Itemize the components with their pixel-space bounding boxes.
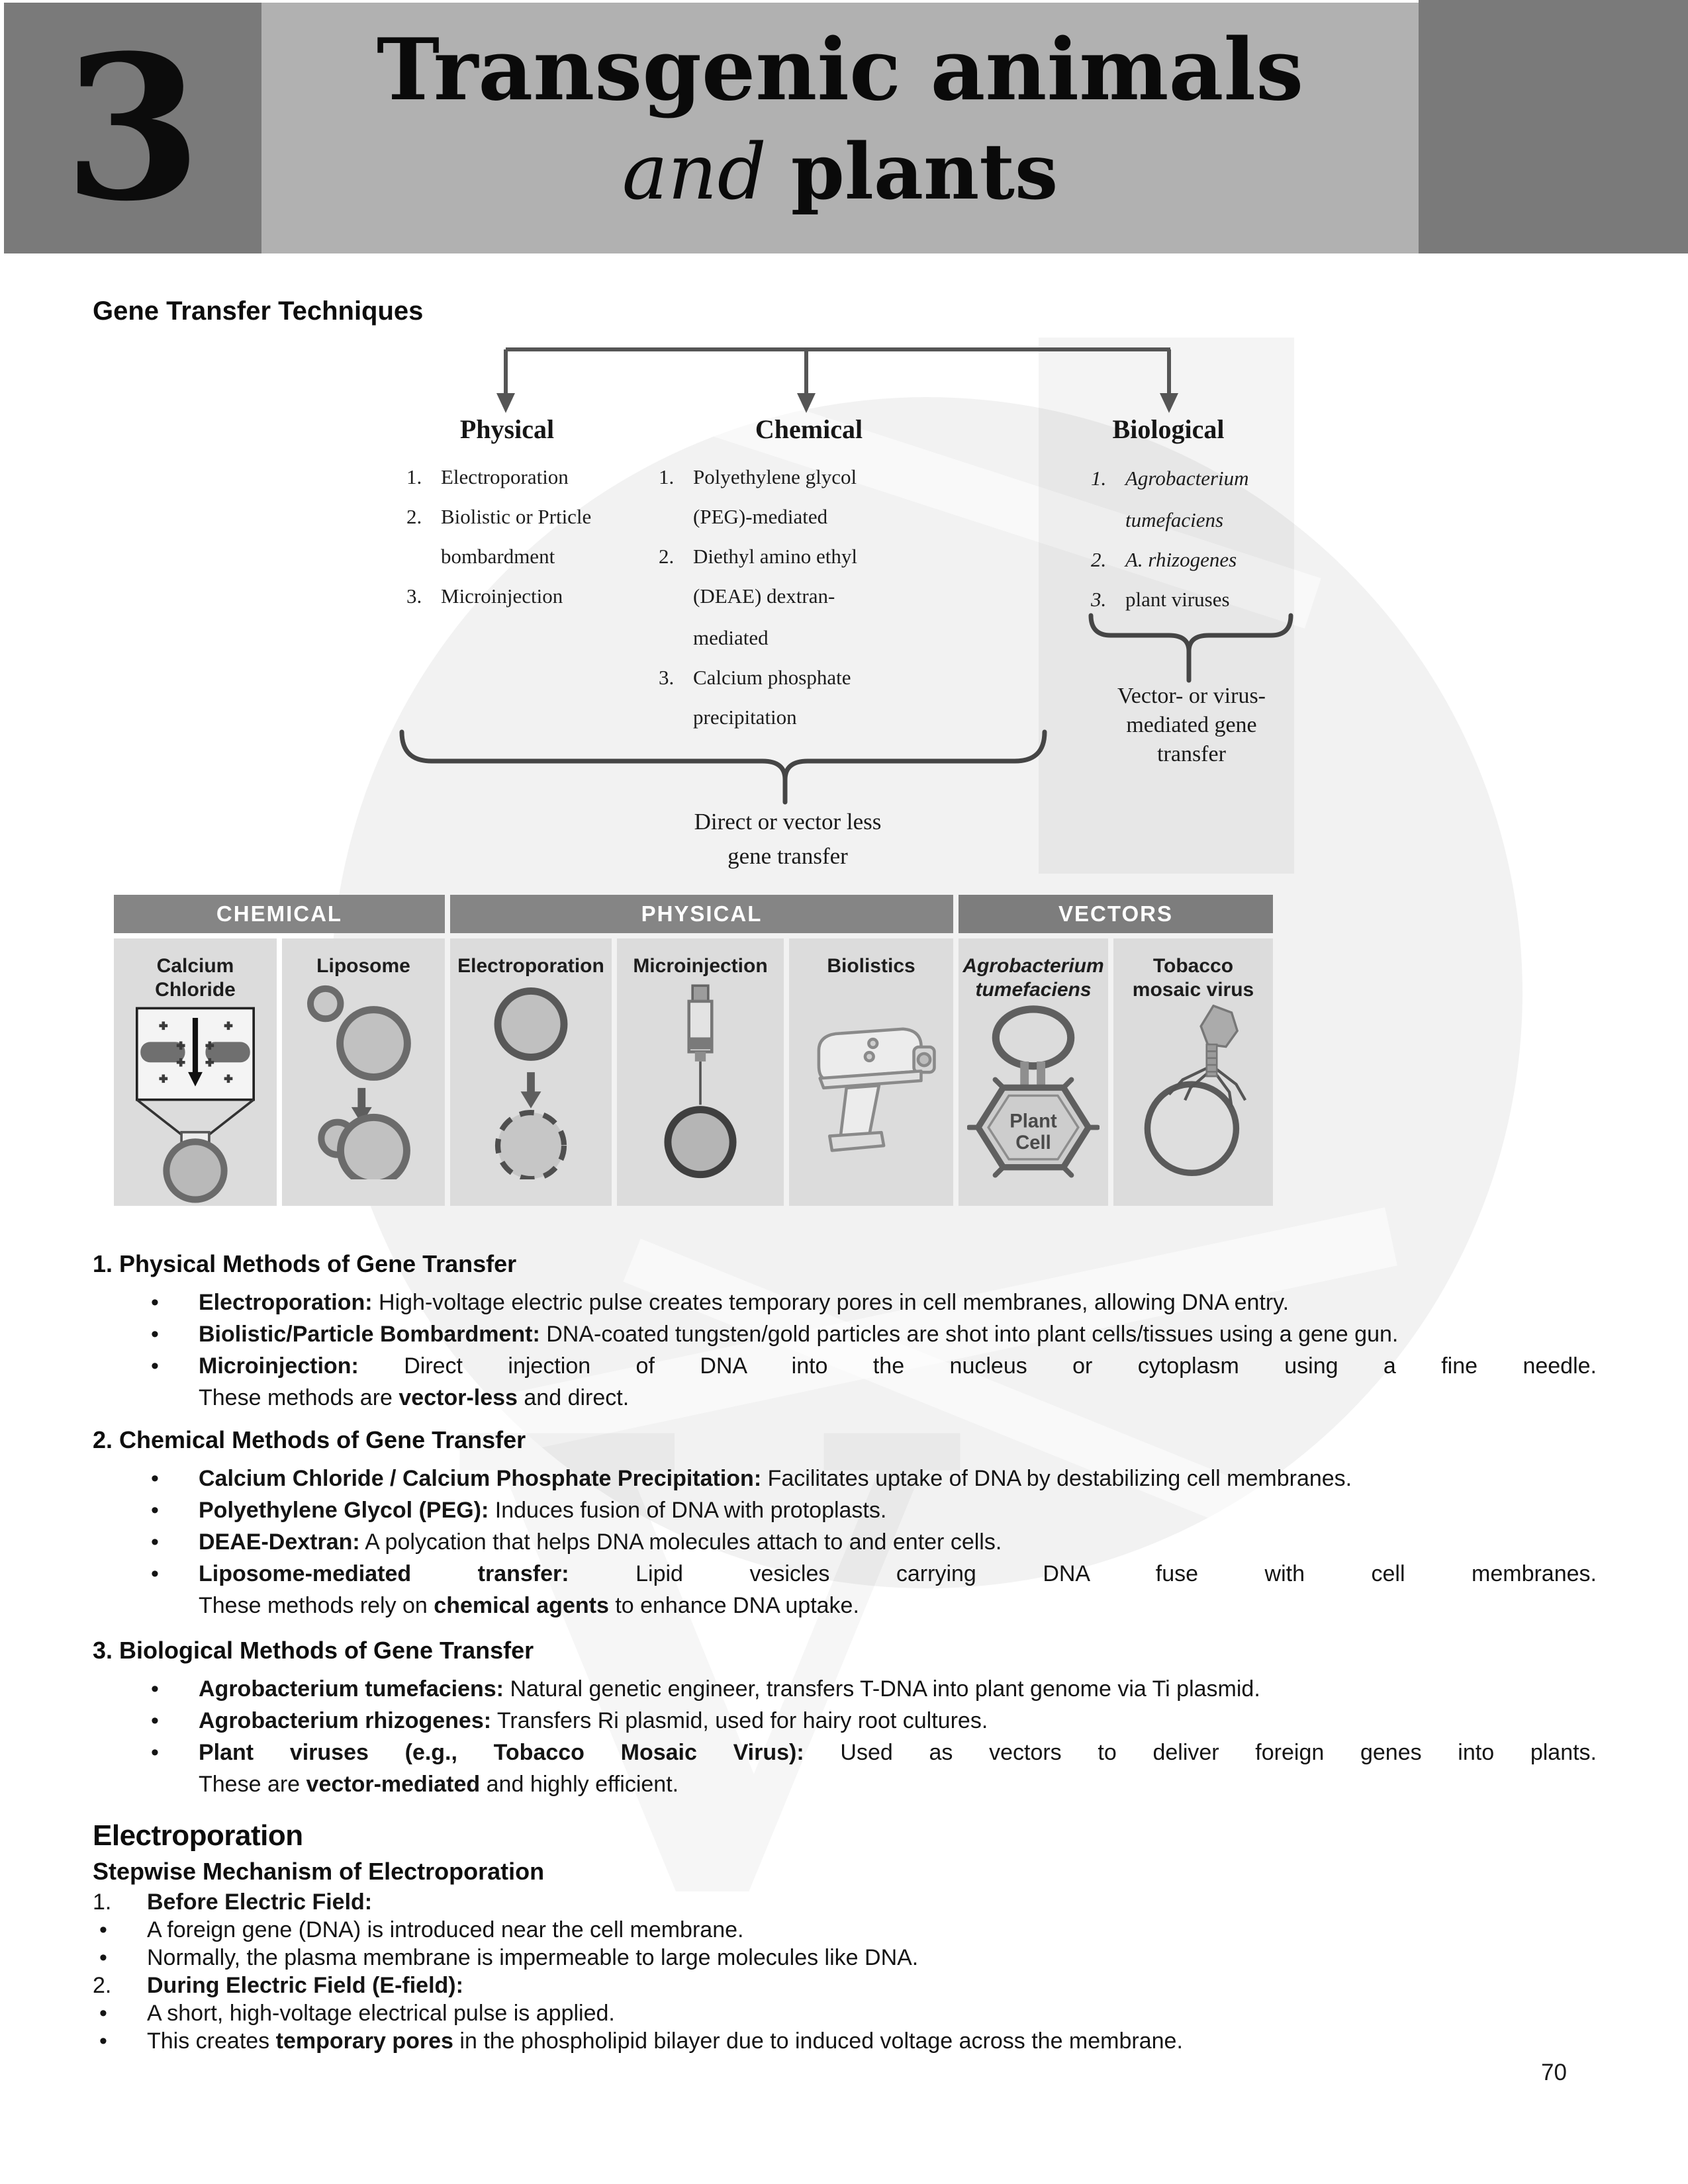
figure-cell-calcium-chloride: Calcium Chloride — [114, 938, 277, 1206]
electroporation-heading: Electroporation — [93, 1819, 303, 1852]
plant-cell-label: Cell — [1015, 1132, 1051, 1154]
figure-cell-agrobacterium: Agrobacterium tumefaciens Plant Cell — [959, 938, 1108, 1206]
bullet-item: • Normally, the plasma membrane is impermeable to large molecules like DNA. — [93, 1944, 1597, 1972]
figure-cell-electroporation: Electroporation — [450, 938, 612, 1206]
list-item: 2. Diethyl amino ethyl — [659, 545, 857, 568]
figure-cell-liposome: Liposome — [282, 938, 445, 1206]
list-item: 2. Biolistic or Prticle — [406, 505, 592, 528]
branch-physical: Physical — [459, 414, 555, 444]
bullet-item: • Biolistic/Particle Bombardment: DNA-coated tungsten/gold particles are shot into plant cells/tissues using a gene gun. — [93, 1318, 1597, 1350]
list-item: 1. Agrobacterium — [1091, 467, 1249, 490]
numbered-item: 2. During Electric Field (E-field): — [93, 1973, 463, 1998]
bullet-item: • Agrobacterium rhizogenes: Transfers Ri plasmid, used for hairy root cultures. — [93, 1705, 1597, 1737]
section-electroporation — [93, 1817, 1597, 2055]
bullet-item: • A short, high-voltage electrical pulse is applied. — [93, 1999, 1597, 2027]
figure-cell-tobacco-mosaic-virus: Tobacco mosaic virus — [1113, 938, 1273, 1206]
group-bar-chemical: CHEMICAL — [114, 895, 445, 933]
list-item: precipitation — [693, 705, 797, 729]
calcium-chloride-icon — [126, 1005, 265, 1203]
bullet-continuation: These methods are vector-less and direct. — [199, 1385, 630, 1410]
list-item: mediated — [693, 626, 769, 649]
tobacco-mosaic-virus-icon — [1127, 1005, 1260, 1182]
figure-cell-microinjection: Microinjection — [617, 938, 784, 1206]
electroporation-icon — [461, 981, 600, 1179]
chapter-title-box — [261, 3, 1419, 253]
bullet-continuation: These methods rely on chemical agents to enhance DNA uptake. — [199, 1593, 859, 1618]
title-and: and — [622, 128, 767, 217]
caption-direct-transfer: Direct or vector less gene transfer — [694, 809, 882, 869]
section-heading: 3. Biological Methods of Gene Transfer — [93, 1637, 534, 1664]
section-physical-methods — [93, 1247, 1597, 1414]
bullet-item: • Electroporation: High-voltage electric pulse creates temporary pores in cell membranes, allowing DNA entry. — [93, 1287, 1597, 1318]
section-chemical-methods — [93, 1423, 1597, 1621]
list-item: 3. plant viruses — [1091, 588, 1230, 611]
chapter-title-line1: Transgenic animals — [376, 21, 1304, 120]
list-item: bombardment — [441, 545, 555, 568]
bullet-item: • Calcium Chloride / Calcium Phosphate Precipitation: Facilitates uptake of DNA by destabilizing cell membranes. — [93, 1463, 1597, 1494]
list-item: 1. Polyethylene glycol — [659, 465, 857, 488]
list-item: tumefaciens — [1125, 508, 1224, 531]
numbered-item: 1. Before Electric Field: — [93, 1889, 373, 1915]
figure-cell-biolistics: Biolistics — [789, 938, 953, 1206]
liposome-icon — [294, 981, 433, 1179]
bullet-item: • Agrobacterium tumefaciens: Natural genetic engineer, transfers T-DNA into plant genome via Ti plasmid. — [93, 1673, 1597, 1705]
list-item: 1. Electroporation — [406, 465, 569, 488]
caption-vector-mediated: Vector- or virus- mediated gene transfer — [1117, 684, 1266, 766]
bullet-item: • Plant viruses (e.g., Tobacco Mosaic Virus): Used as vectors to deliver foreign genes into plants. — [93, 1737, 1597, 1768]
section-heading: 1. Physical Methods of Gene Transfer — [93, 1250, 517, 1277]
branch-biological: Biological — [1112, 414, 1225, 444]
branch-chemical: Chemical — [755, 414, 863, 444]
header-right-block — [1419, 0, 1688, 253]
list-item: 2. A. rhizogenes — [1091, 548, 1237, 571]
group-bar-vectors: VECTORS — [959, 895, 1273, 933]
group-bar-physical: PHYSICAL — [450, 895, 953, 933]
bullet-item: • Microinjection: Direct injection of DNA into the nucleus or cytoplasm using a fine needle. — [93, 1350, 1597, 1382]
title-plants: plants — [790, 127, 1058, 217]
section-biological-methods — [93, 1633, 1597, 1800]
agrobacterium-plant-cell-icon — [967, 1005, 1100, 1182]
bullet-item: • Polyethylene Glycol (PEG): Induces fusion of DNA with protoplasts. — [93, 1494, 1597, 1526]
gene-transfer-heading: Gene Transfer Techniques — [93, 296, 424, 326]
plant-cell-label: Plant — [1009, 1111, 1057, 1132]
bullet-item: • DEAE-Dextran: A polycation that helps DNA molecules attach to and enter cells. — [93, 1526, 1597, 1558]
list-item: (PEG)-mediated — [693, 505, 828, 528]
chapter-number: 3 — [64, 11, 202, 245]
stepwise-subheading: Stepwise Mechanism of Electroporation — [93, 1858, 545, 1885]
list-item: 3. Microinjection — [406, 584, 563, 608]
chapter-title-line2 — [261, 120, 1419, 224]
page-number: 70 — [1541, 2060, 1567, 2085]
bullet-item: • This creates temporary pores in the phospholipid bilayer due to induced voltage across the membrane. — [93, 2027, 1597, 2055]
bullet-item: • Liposome-mediated transfer: Lipid vesicles carrying DNA fuse with cell membranes. — [93, 1558, 1597, 1590]
list-item: 3. Calcium phosphate — [659, 666, 851, 689]
bullet-item: • A foreign gene (DNA) is introduced near the cell membrane. — [93, 1916, 1597, 1944]
bullet-continuation: These are vector-mediated and highly efficient. — [199, 1772, 679, 1797]
section-heading: 2. Chemical Methods of Gene Transfer — [93, 1426, 526, 1453]
chapter-number-box — [4, 3, 261, 253]
list-item: (DEAE) dextran- — [693, 584, 835, 608]
biolistics-gene-gun-icon — [802, 981, 941, 1179]
microinjection-icon — [631, 981, 770, 1179]
